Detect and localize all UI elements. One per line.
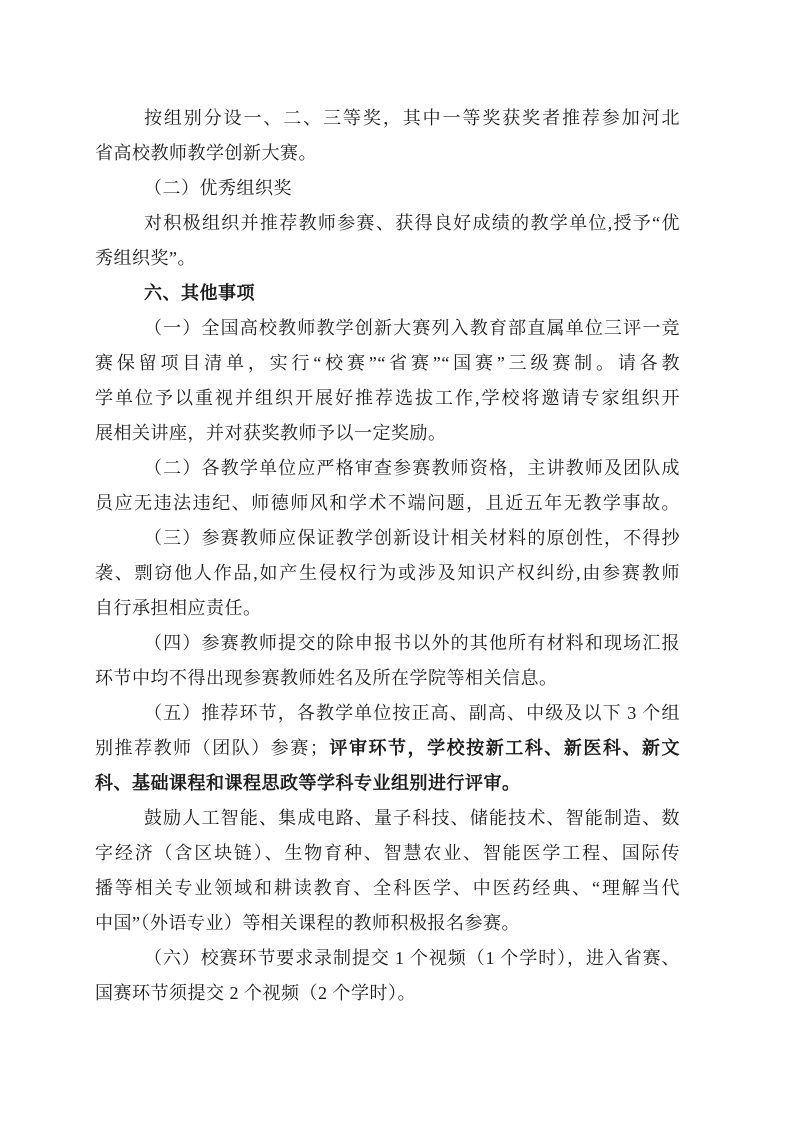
text-line: （五）推荐环节，各教学单位按正高、副高、中级及以下 3 个组 — [144, 703, 680, 723]
text-segment-bold: 评审环节，学校按新工科、新医科、新文 — [328, 738, 681, 758]
text-line: 播等相关专业领域和耕读教育、全科医学、中医药经典、“理解当代 — [95, 878, 680, 898]
text-line: （一）全国高校教师教学创新大赛列入教育部直属单位三评一竞 — [144, 318, 680, 338]
text-line: 国赛环节须提交 2 个视频（2 个学时）。 — [95, 983, 416, 1003]
text-line: 省高校教师教学创新大赛。 — [95, 143, 317, 163]
text-line: 自行承担相应责任。 — [95, 598, 262, 618]
section-heading-other-matters: 六、其他事项 — [144, 283, 255, 303]
text-line: 按组别分设一、二、三等奖，其中一等奖获奖者推荐参加河北 — [144, 108, 680, 128]
text-line — [95, 731, 680, 766]
text-segment: 别推荐教师（团队）参赛； — [95, 738, 329, 758]
text-line: 秀组织奖”。 — [95, 248, 196, 268]
text-line: 字经济（含区块链）、生物育种、智慧农业、智能医学工程、国际传 — [95, 843, 680, 863]
text-line: 对积极组织并推荐教师参赛、获得良好成绩的教学单位,授予“优 — [144, 213, 680, 233]
text-line: （三）参赛教师应保证教学创新设计相关材料的原创性，不得抄 — [144, 528, 680, 548]
text-line: 环节中均不得出现参赛教师姓名及所在学院等相关信息。 — [95, 668, 558, 688]
subsection-heading-award: （二）优秀组织奖 — [144, 178, 292, 198]
text-line: 鼓励人工智能、集成电路、量子科技、储能技术、智能制造、数 — [144, 808, 680, 828]
text-line: 赛保留项目清单，实行“校赛”“省赛”“国赛”三级赛制。请各教 — [95, 353, 680, 373]
text-line: 员应无违法违纪、师德师风和学术不端问题，且近五年无教学事故。 — [95, 493, 680, 513]
text-line: 袭、剽窃他人作品,如产生侵权行为或涉及知识产权纠纷,由参赛教师 — [95, 563, 680, 583]
text-line: （六）校赛环节要求录制提交 1 个视频（1 个学时），进入省赛、 — [144, 948, 680, 968]
text-line: 展相关讲座，并对获奖教师予以一定奖励。 — [95, 423, 447, 443]
text-line: （二）各教学单位应严格审查参赛教师资格，主讲教师及团队成 — [144, 458, 680, 478]
text-line: 学单位予以重视并组织开展好推荐选拔工作,学校将邀请专家组织开 — [95, 388, 680, 408]
text-line: 中国”（外语专业）等相关课程的教师积极报名参赛。 — [95, 913, 520, 933]
document-body — [95, 101, 680, 1011]
text-line: （四）参赛教师提交的除申报书以外的其他所有材料和现场汇报 — [144, 633, 680, 653]
text-line-bold: 科、基础课程和课程思政等学科专业组别进行评审。 — [95, 773, 521, 793]
